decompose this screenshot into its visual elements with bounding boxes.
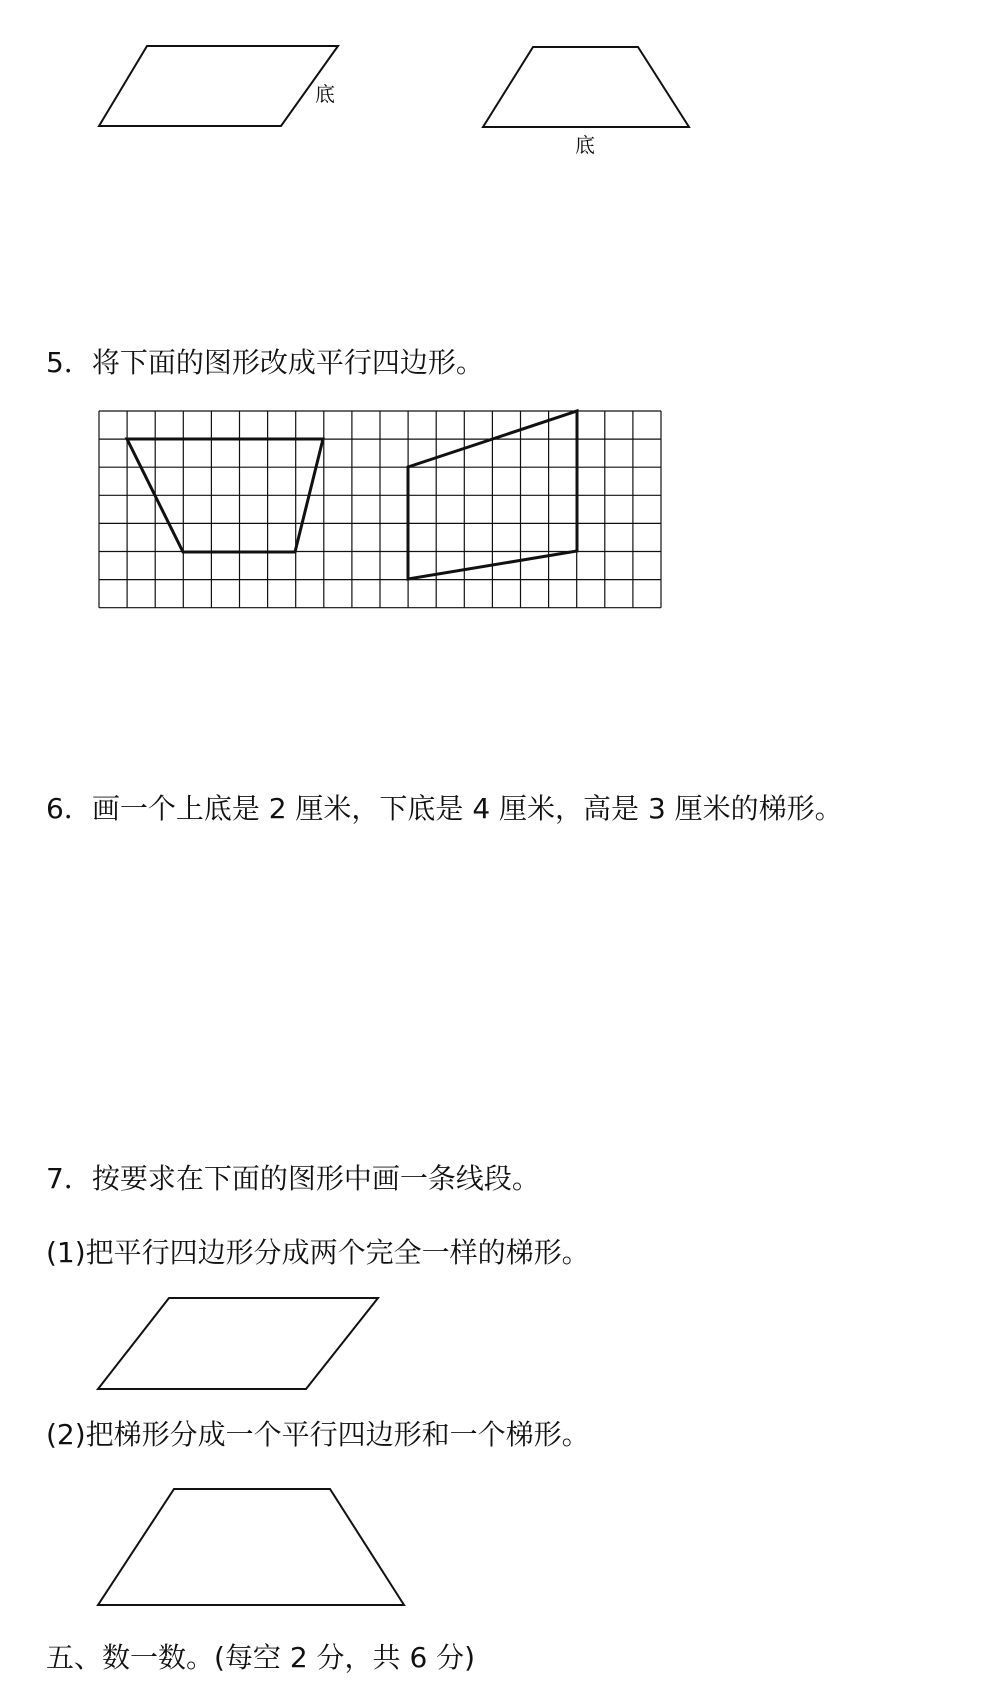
top-parallelogram xyxy=(99,46,338,126)
question-7-text: 7．按要求在下面的图形中画一条线段。 xyxy=(46,1162,540,1195)
section-5-heading: 五、数一数。(每空 2 分，共 6 分) xyxy=(46,1641,476,1674)
trapezoid-base-label: 底 xyxy=(575,133,595,157)
q7-parallelogram xyxy=(98,1298,378,1389)
question-5-text: 5．将下面的图形改成平行四边形。 xyxy=(46,346,484,379)
question-7-part-1: (1)把平行四边形分成两个完全一样的梯形。 xyxy=(46,1236,590,1269)
parallelogram-base-label: 底 xyxy=(315,82,335,106)
question-6-text: 6．画一个上底是 2 厘米，下底是 4 厘米，高是 3 厘米的梯形。 xyxy=(46,792,843,825)
question-7-part-2: (2)把梯形分成一个平行四边形和一个梯形。 xyxy=(46,1418,590,1451)
q7-trapezoid xyxy=(98,1489,404,1605)
top-trapezoid xyxy=(483,47,689,127)
